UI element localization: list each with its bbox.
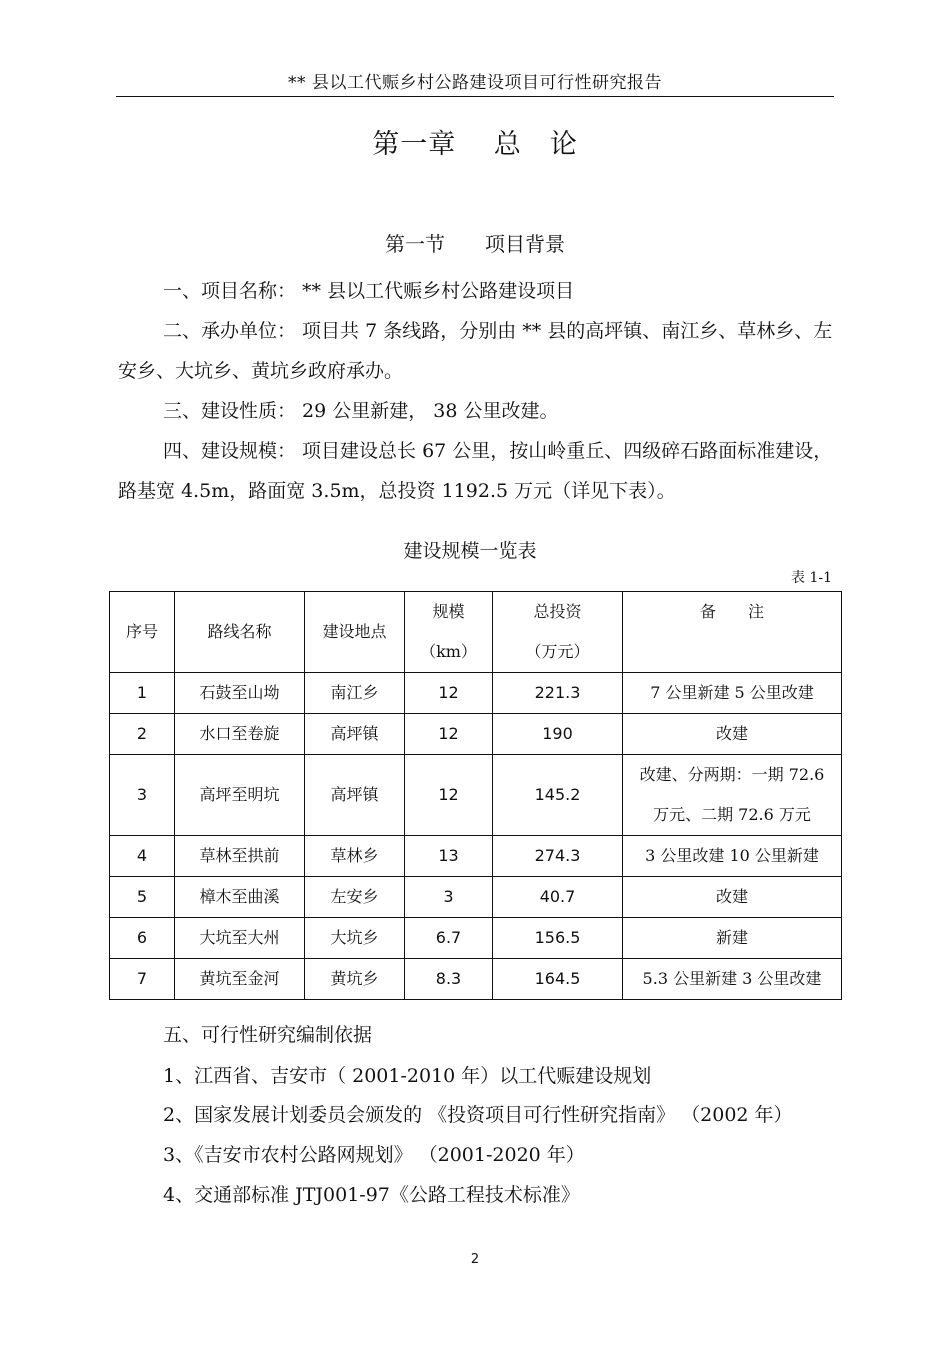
cell-scale: 12 <box>405 755 493 836</box>
cell-route-name: 黄坑至金河 <box>175 959 305 1000</box>
cell-investment: 274.3 <box>493 836 623 877</box>
cell-seq: 5 <box>110 877 175 918</box>
item-scale: 四、建设规模： 项目建设总长 67 公里，按山岭重丘、四级碎石路面标准建设，路基宽 4.5m，路面宽 3.5m，总投资 1192.5 万元（详见下表）。 <box>118 440 833 502</box>
header-divider <box>116 96 834 97</box>
cell-seq: 2 <box>110 714 175 755</box>
header-scale <box>405 592 493 673</box>
cell-investment: 164.5 <box>493 959 623 1000</box>
basis-item-3: 3、《吉安市农村公路网规划》 （2001-2020 年） <box>163 1144 585 1166</box>
running-header: ** 县以工代赈乡村公路建设项目可行性研究报告 <box>288 73 662 93</box>
cell-location: 黄坑乡 <box>305 959 405 1000</box>
table-row <box>110 755 842 836</box>
basis-item-4: 4、交通部标准 JTJ001-97《公路工程技术标准》 <box>163 1184 580 1206</box>
table-row <box>110 959 842 1000</box>
header-route-name: 路线名称 <box>175 592 305 673</box>
table-number: 表 1-1 <box>791 570 832 586</box>
cell-location: 南江乡 <box>305 673 405 714</box>
cell-investment: 190 <box>493 714 623 755</box>
cell-location: 草林乡 <box>305 836 405 877</box>
item-nature: 三、建设性质： 29 公里新建， 38 公里改建。 <box>163 400 559 422</box>
table-row <box>110 918 842 959</box>
cell-remark: 改建 <box>623 877 842 918</box>
cell-scale: 6.7 <box>405 918 493 959</box>
cell-scale: 8.3 <box>405 959 493 1000</box>
cell-seq: 6 <box>110 918 175 959</box>
cell-seq: 3 <box>110 755 175 836</box>
cell-route-name: 樟木至曲溪 <box>175 877 305 918</box>
cell-location: 高坪镇 <box>305 714 405 755</box>
header-scale-line1: 规模 <box>432 602 465 621</box>
table-row <box>110 714 842 755</box>
cell-scale: 12 <box>405 714 493 755</box>
cell-scale: 13 <box>405 836 493 877</box>
cell-scale: 3 <box>405 877 493 918</box>
cell-route-name: 草林至拱前 <box>175 836 305 877</box>
table-header-row <box>110 592 842 673</box>
cell-remark: 7 公里新建 5 公里改建 <box>623 673 842 714</box>
cell-remark-line1: 改建、分两期：一期 72.6 <box>639 765 825 784</box>
cell-scale: 12 <box>405 673 493 714</box>
cell-location: 左安乡 <box>305 877 405 918</box>
cell-remark-line2: 万元、二期 72.6 万元 <box>653 805 811 824</box>
cell-route-name: 水口至卷旋 <box>175 714 305 755</box>
basis-heading: 五、可行性研究编制依据 <box>163 1024 373 1046</box>
cell-remark <box>623 755 842 836</box>
cell-remark: 3 公里改建 10 公里新建 <box>623 836 842 877</box>
scale-table <box>109 591 842 1000</box>
cell-seq: 4 <box>110 836 175 877</box>
cell-seq: 1 <box>110 673 175 714</box>
item-organizer: 二、承办单位： 项目共 7 条线路，分别由 ** 县的高坪镇、南江乡、草林乡、左安乡、大坑乡、黄坑乡政府承办。 <box>118 320 833 382</box>
basis-item-1: 1、江西省、吉安市（ 2001-2010 年）以工代赈建设规划 <box>163 1065 652 1087</box>
table-row <box>110 836 842 877</box>
cell-remark: 5.3 公里新建 3 公里改建 <box>623 959 842 1000</box>
cell-investment: 40.7 <box>493 877 623 918</box>
cell-route-name: 高坪至明坑 <box>175 755 305 836</box>
table-row <box>110 877 842 918</box>
item-project-name: 一、项目名称： ** 县以工代赈乡村公路建设项目 <box>163 280 575 302</box>
cell-route-name: 石鼓至山坳 <box>175 673 305 714</box>
header-location: 建设地点 <box>305 592 405 673</box>
cell-seq: 7 <box>110 959 175 1000</box>
table-row <box>110 673 842 714</box>
cell-route-name: 大坑至大州 <box>175 918 305 959</box>
chapter-title: 第一章 总 论 <box>372 129 578 160</box>
cell-remark: 新建 <box>623 918 842 959</box>
header-scale-line2: （km） <box>420 642 477 661</box>
cell-investment: 221.3 <box>493 673 623 714</box>
header-investment-line2: （万元） <box>525 642 590 661</box>
header-investment <box>493 592 623 673</box>
cell-remark: 改建 <box>623 714 842 755</box>
table-caption: 建设规模一览表 <box>403 540 537 562</box>
header-seq: 序号 <box>110 592 175 673</box>
basis-item-2: 2、国家发展计划委员会颁发的 《投资项目可行性研究指南》 （2002 年） <box>163 1104 793 1126</box>
cell-location: 大坑乡 <box>305 918 405 959</box>
header-investment-line1: 总投资 <box>533 602 582 621</box>
page-number: 2 <box>470 1252 480 1267</box>
cell-investment: 156.5 <box>493 918 623 959</box>
section-title: 第一节 项目背景 <box>385 232 565 256</box>
cell-investment: 145.2 <box>493 755 623 836</box>
header-remark: 备 注 <box>623 592 842 673</box>
cell-location: 高坪镇 <box>305 755 405 836</box>
